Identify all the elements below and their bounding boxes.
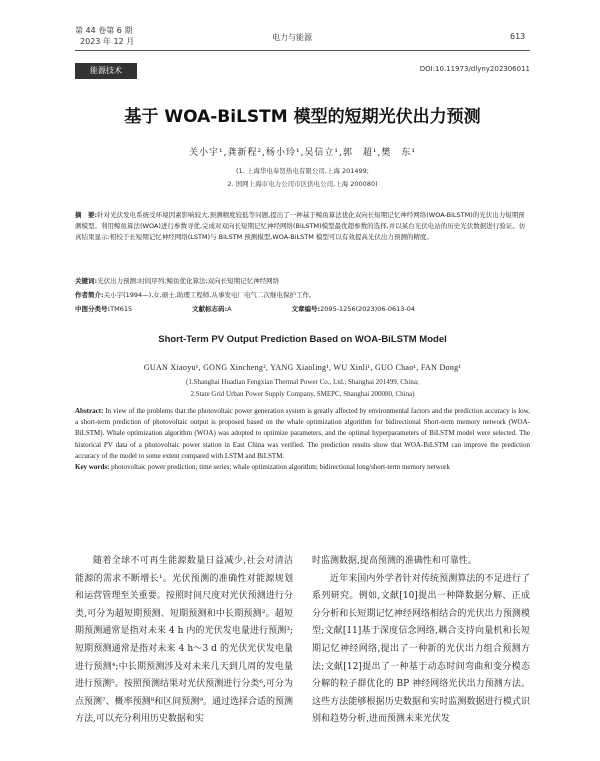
affiliation-en-1: (1.Shanghai Huadian Fengxian Thermal Power Co., Ltd., Shanghai 201499, China; — [186, 378, 419, 386]
authors-cn: 关小宇¹,龚新程²,杨小玲¹,吴信立¹,郭 超¹,樊 东¹ — [189, 148, 416, 158]
header-volume: 第 44 卷第 6 期 — [75, 26, 133, 35]
classification — [75, 304, 530, 315]
body-left-column — [75, 553, 293, 729]
affiliation-en-2: 2.State Grid Urban Power Supply Company, SMEPC, Shanghai 200080, China) — [190, 390, 415, 398]
keywords-en-label: Key words: — [75, 463, 110, 472]
abstract-cn — [75, 210, 530, 243]
header-rule — [75, 50, 530, 51]
header-page: 613 — [510, 32, 526, 41]
body-paragraph: 近年来国内外学者针对传统预测算法的不足进行了系列研究。例如,文献[10]提出一种降数据分解、正成分分析和长短期记忆神经网络相结合的光伏出力预测模型;文献[11]基于深度信念网络,耦合支持向量机和长短期记忆神经网络,提出了一种新的光伏出力组合预测方法;文献[12]提出了一种基于动态时间弯曲和变分模态分解的粒子群优化的 BP 神经网络光伏出力预测方法。这些方法能够根据历史数据和实时监测数据进行模式识别和趋势分析,进而预测未来光伏发 — [312, 573, 530, 725]
abstract-en-text: In view of the problems that the photovoltaic power generation system is greatly affected by environmental factors and the prediction accuracy is low, a short-term prediction of photovoltaic output is proposed based on the whale optimization algorithm for bidirectional Short-term memory network (WOA-BiLSTM). Whale optimization algorithm (WOA) was adopted to optimize parameters, and the optimal hyperparameters of BiLSTM model were selected. The historical PV data of a photovoltaic power station in East China was verified. The prediction results show that WOA-BiLSTM can improve the prediction accuracy of the model to some extent compared with LSTM and BiLSTM. — [75, 407, 531, 460]
author-bio — [75, 290, 530, 301]
authors-en: GUAN Xiaoyu¹, GONG Xincheng², YANG Xiaoling¹, WU Xinli¹, GUO Chao¹, FAN Dong¹ — [143, 363, 462, 372]
affiliation-cn-1: (1. 上海华电奉贤热电有限公司,上海 201499; — [236, 167, 369, 175]
abstract-cn-label: 摘 要: — [75, 211, 98, 219]
header-date: 2023 年 12 月 — [80, 37, 135, 46]
page-title: 基于 WOA-BiLSTM 模型的短期光伏出力预测 — [124, 107, 481, 127]
abstract-en — [75, 406, 530, 473]
title-en: Short-Term PV Output Prediction Based on WOA-BiLSTM Model — [158, 334, 447, 345]
body-right-column — [312, 553, 530, 729]
body-paragraph-continued: 时监测数据,提高预测的准确性和可靠性。 — [312, 556, 477, 566]
author-bio-text: 关小宇(1994—),女,硕士,助理工程师,从事发电厂电气二次继电保护工作。 — [103, 291, 316, 299]
keywords-cn — [75, 276, 530, 287]
keywords-cn-text: 光伏出力预测;时间序列;鲸鱼优化算法;双向长短期记忆神经网络 — [97, 277, 280, 285]
affiliation-cn-2: 2. 国网上海市电力公司市区供电公司,上海 200080) — [227, 180, 378, 188]
keywords-en-text: photovoltaic power prediction; time series; whale optimization algorithm; bidirectional long/short-term memory network — [111, 463, 451, 472]
doc-code: 文献标志码:A — [192, 305, 232, 313]
article-number: 文章编号:2095-1256(2023)06-0613-04 — [291, 305, 415, 313]
abstract-cn-text: 针对光伏发电系统受环境因素影响较大,预测精度较低等问题,提出了一种基于鲸鱼算法优化双向长短期记忆神经网络(WOA-BiLSTM)的光伏出力短期预测模型。利用鲸鱼算法(WOA)进行参数寻优,完成对双向长短期记忆神经网络(BiLSTM)模型最优超参数的选择,并以某台光伏电站的历史光伏数据进行验证。仿真结果显示:相较于长短期记忆神经网络(LSTM)与 BiLSTM 预测模型,WOA-BiLSTM 模型可以有效提高光伏出力预测的精度。 — [75, 211, 526, 241]
doi: DOI:10.11973/dlyny202306011 — [419, 65, 530, 73]
keywords-cn-label: 关键词: — [75, 277, 98, 285]
keywords-en — [75, 462, 530, 473]
section-tag: 能源技术 — [75, 63, 137, 79]
abstract-en-label: Abstract: — [75, 407, 104, 415]
body-paragraph: 随着全球不可再生能源数量日益减少,社会对清洁能源的需求不断增长¹。光伏预测的准确性对能源规划和运营管理至关重要。按照时间尺度对光伏预测进行分类,可分为超短期预测、短期预测和中长期预测²。超短期预测通常是指对未来 4 h 内的光伏发电量进行预测³;短期预测通常是指对未来 4 h～3 d 的光伏光伏发电量进行预测⁴;中长期预测涉及对未来几天到几周的发电量进行预测⁵。按照预测结果对光伏预测进行分类⁶,可分为点预测⁷、概率预测⁸和区间预测⁹。通过选择合适的预测方法,可以充分利用历史数据和实 — [75, 556, 293, 725]
header-journal: 电力与能源 — [272, 33, 312, 42]
author-bio-label: 作者简介: — [75, 291, 104, 299]
clc-number: 中图分类号:TM615 — [75, 305, 133, 313]
